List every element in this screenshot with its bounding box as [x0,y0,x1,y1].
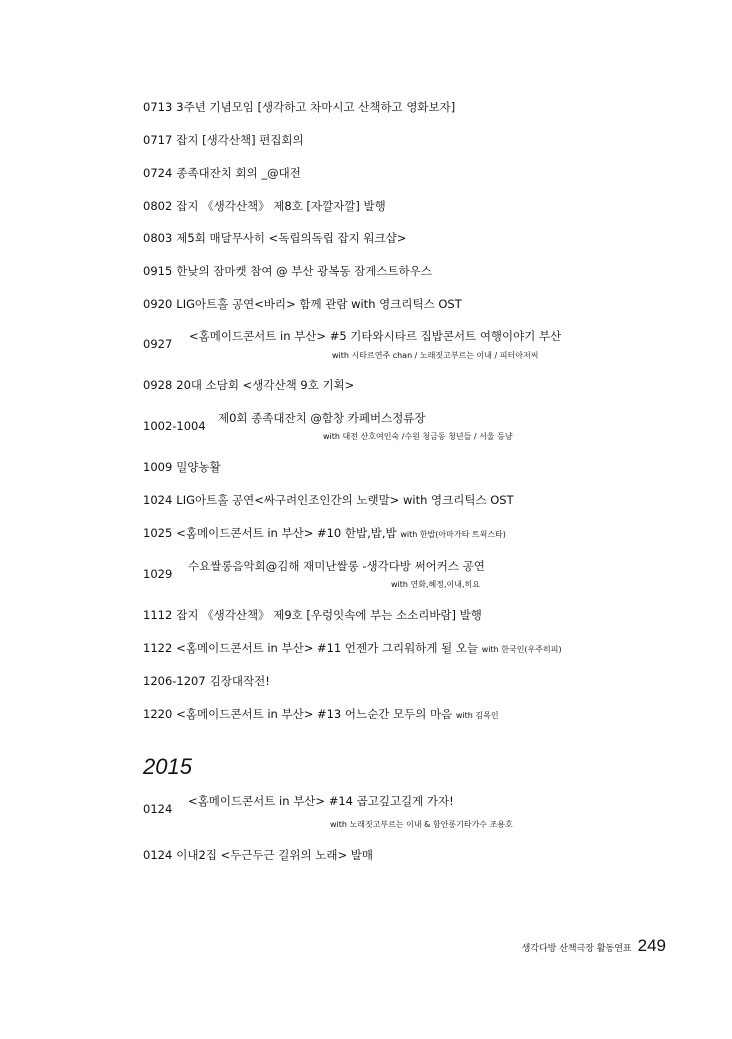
entry-text: 20대 소담회 <생각산책 9호 기획> [176,378,355,392]
entry-date: 1220 [143,707,173,721]
entry-date: 1025 [143,526,173,540]
timeline-entry [143,166,301,180]
entry-date: 0724 [143,166,173,180]
entry-text: 잡지 [생각산책] 편집회의 [176,133,304,147]
entry-date: 1002-1004 [143,419,206,433]
entry-text: 3주년 기념모임 [생각하고 차마시고 산책하고 영화보자] [176,100,456,114]
entry-text: <홈메이드콘서트 in 부산> #11 언젠가 그리워하게 될 오늘 [176,641,479,655]
entry-text: LIG아트홀 공연<바리> 함께 관람 with 영크리틱스 OST [176,297,462,311]
page-number: 249 [637,936,666,955]
entry-date: 0920 [143,297,173,311]
timeline-entry [143,608,482,622]
entry-text: 잡지 《생각산책》 제9호 [우렁잇속에 부는 소소리바람] 발행 [176,608,482,622]
timeline-entry [143,848,373,862]
entry-date: 0915 [143,264,173,278]
entry-participants: with 한국인(우주히피) [481,645,562,654]
entry-text: 이내2집 <두근두근 길위의 노래> 발매 [176,848,374,862]
timeline-entry [143,264,432,278]
entry-date: 1024 [143,493,173,507]
timeline-entry [143,641,562,657]
entry-date: 1206-1207 [143,674,206,688]
entry-text: 제0회 종족대잔치 @함창 카페버스정류장 [218,411,426,425]
entry-date: 1009 [143,460,173,474]
timeline-entry [143,674,270,688]
entry-text: <홈메이드콘서트 in 부산> #5 기타와시타르 집밥콘서트 여행이야기 부산 [189,329,562,343]
entry-text: <홈메이드콘서트 in 부산> #13 어느순간 모두의 마음 [176,707,453,721]
entry-text: 잡지 《생각산책》 제8호 [자깔자깔] 발행 [176,199,386,213]
entry-date: 0802 [143,199,173,213]
entry-date: 0124 [143,802,173,816]
entry-participants: with 대전 산호여인숙 /수원 청금동 청년들 / 서울 등냥 [323,432,513,441]
entry-text: 김장대작전! [209,674,270,688]
entry-text: <홈메이드콘서트 in 부산> #14 곱고깊고길게 가자! [188,794,454,808]
entry-participants: with 한밥(아마가타 트윅스타) [400,530,506,539]
timeline-entry [143,199,386,213]
entry-date: 0717 [143,133,173,147]
timeline-entry [143,707,499,723]
footer-title: 생각다방 산책극장 활동연표 [521,944,632,954]
entry-participants: with 노래짓고부르는 이내 & 함안롱기타가수 조용호 [330,820,513,829]
timeline-entry [143,378,354,392]
timeline-entry [143,297,462,311]
timeline-entry [143,133,304,147]
entry-date: 1112 [143,608,173,622]
entry-text: 한낮의 잠마켓 참여 @ 부산 광복동 잠게스트하우스 [176,264,432,278]
page-footer [522,936,666,956]
entry-text: 수요쌀롱음악회@김해 재미난쌀롱 -생각다방 써어커스 공연 [188,559,485,573]
timeline-entry [143,231,406,245]
timeline-entry [143,526,506,542]
entry-date: 0124 [143,848,173,862]
entry-date: 0803 [143,231,173,245]
timeline-entry [143,100,455,114]
timeline-entry [143,493,514,507]
entry-participants: with 김목인 [455,711,499,720]
entry-participants: with 시타르연주 chan / 노래짓고부르는 이내 / 피터아저씨 [332,351,539,360]
year-heading: 2015 [143,754,192,779]
entry-text: 밀양농활 [176,460,221,474]
entry-date: 0928 [143,378,173,392]
entry-text: 종족대잔치 회의 _@대전 [176,166,301,180]
entry-date: 0713 [143,100,173,114]
entry-date: 0927 [143,337,173,351]
entry-date: 1029 [143,567,173,581]
entry-text: LIG아트홀 공연<싸구려인조인간의 노랫말> with 영크리틱스 OST [176,493,514,507]
entry-text: 제5회 매달무사히 <독립의독립 잡지 워크샵> [176,231,407,245]
entry-participants: with 연화,혜정,이내,히요 [391,580,480,589]
entry-date: 1122 [143,641,173,655]
timeline-entry [143,460,221,474]
entry-text: <홈메이드콘서트 in 부산> #10 한밥,밥,밥 [176,526,397,540]
